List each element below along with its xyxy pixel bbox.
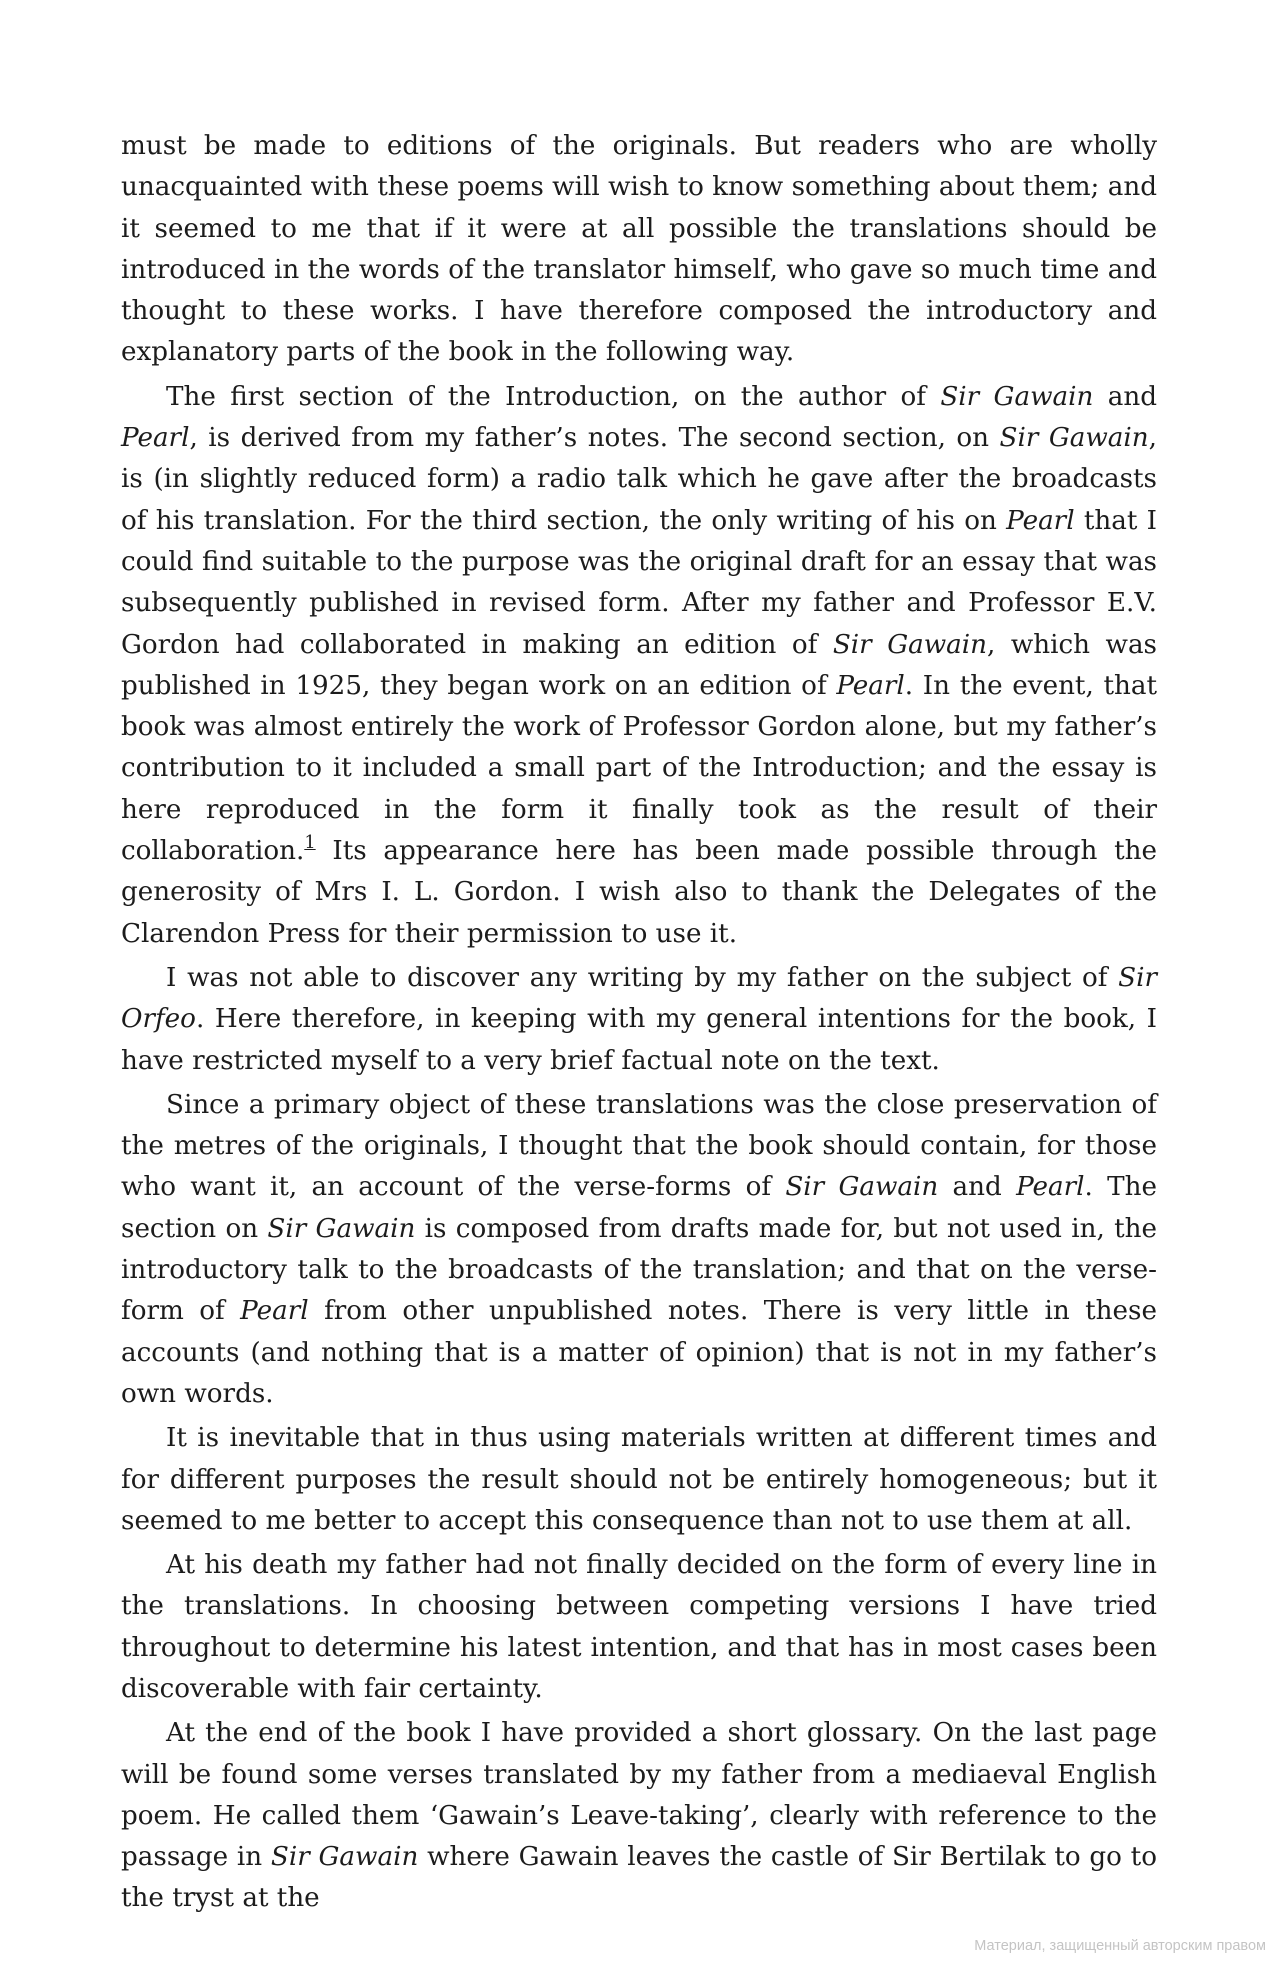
italic-title: Pearl [836, 670, 905, 701]
text-run: that I could find suitable to the purpose was the original draft for an essay that was subsequently published in revised form. After my father and Professor E.V. Gordon had collaborated in making an edition of [121, 505, 1157, 660]
text-run: is composed from drafts made for, but not used in, the introductory talk to the broadcasts of the translation; and that on the verse-form of [121, 1213, 1157, 1327]
italic-title: Pearl [1016, 1172, 1085, 1203]
text-run: . The section on [121, 1172, 1157, 1244]
text-run: . In the event, that book was almost entirely the work of Professor Gordon alone, but my father’s contribution to it included a small part of the Introduction; and the essay is here reproduced in the form it finally took as the result of their collaboration. [121, 670, 1157, 867]
italic-title: Sir Gawain [999, 423, 1149, 454]
paragraph [121, 377, 1157, 955]
text-run: Its appearance here has been made possible through the generosity of Mrs I. L. Gordon. I wish also to thank the Delegates of the Clarendon Press for their permission to use it. [121, 836, 1157, 949]
text-run: . Here therefore, in keeping with my general intentions for the book, I have restricted myself to a very brief factual note on the text. [121, 1004, 1157, 1076]
paragraph [121, 126, 1157, 374]
footnote-link[interactable]: 1 [304, 832, 316, 854]
text-run: It is inevitable that in thus using materials written at different times and for different purposes the result should not be entirely homogeneous; but it seemed to me better to accept this consequence than not to use them at all. [121, 1423, 1157, 1536]
text-run: The first section of the Introduction, on the author of [166, 381, 941, 412]
text-run: I was not able to discover any writing by my father on the subject of [166, 962, 1119, 993]
text-run: , is derived from my father’s notes. The second section, on [189, 423, 1000, 454]
italic-title: Pearl [240, 1296, 309, 1327]
text-run: must be made to editions of the originals. But readers who are wholly unacquainted with these poems will wish to know something about them; and it seemed to me that if it were at all possible the translations should be introduced in the words of the translator himself, who gave so much time and thought to these works. I have therefore composed the introductory and explanatory parts of the book in the following way. [121, 131, 1157, 368]
paragraph [121, 1713, 1157, 1919]
italic-title: Sir Gawain [940, 381, 1094, 412]
text-run: and [1093, 381, 1157, 412]
text-run: , which was published in 1925, they began work on an edition of [121, 629, 1158, 701]
italic-title: Sir Gawain [832, 629, 987, 660]
paragraph [121, 1085, 1157, 1415]
paragraph [121, 958, 1157, 1082]
italic-title: Sir Gawain [267, 1213, 416, 1244]
text-run: and [938, 1172, 1017, 1203]
text-run: At the end of the book I have provided a short glossary. On the last page will be found some verses translated by my father from a mediaeval English poem. He called them ‘Gawain’s Leave-taking’, clearly with reference to the passage in [121, 1718, 1157, 1873]
italic-title: Sir Gawain [785, 1172, 939, 1203]
paragraph [121, 1418, 1157, 1542]
text-run: Since a primary object of these translations was the close preservation of the metres of the originals, I thought that the book should contain, for those who want it, an account of the verse-forms of [121, 1089, 1157, 1203]
page-body [121, 126, 1157, 1923]
text-run: At his death my father had not finally decided on the form of every line in the translations. In choosing between competing versions I have tried throughout to determine his latest intention, and that has in most cases been discoverable with fair certainty. [121, 1550, 1157, 1704]
italic-title: Sir Orfeo [121, 962, 1157, 1035]
copyright-watermark: Материал, защищенный авторским правом [974, 1938, 1266, 1954]
text-run: , is (in slightly reduced form) a radio talk which he gave after the broadcasts of his translation. For the third section, the only writing of his on [121, 423, 1157, 536]
italic-title: Pearl [121, 423, 190, 454]
italic-title: Sir Gawain [270, 1842, 419, 1873]
text-run: from other unpublished notes. There is very little in these accounts (and nothing that is a matter of opinion) that is not in my father’s own words. [121, 1296, 1157, 1409]
italic-title: Pearl [1006, 505, 1075, 536]
paragraph [121, 1545, 1157, 1710]
text-run: where Gawain leaves the castle of Sir Bertilak to go to the tryst at the [121, 1842, 1157, 1914]
